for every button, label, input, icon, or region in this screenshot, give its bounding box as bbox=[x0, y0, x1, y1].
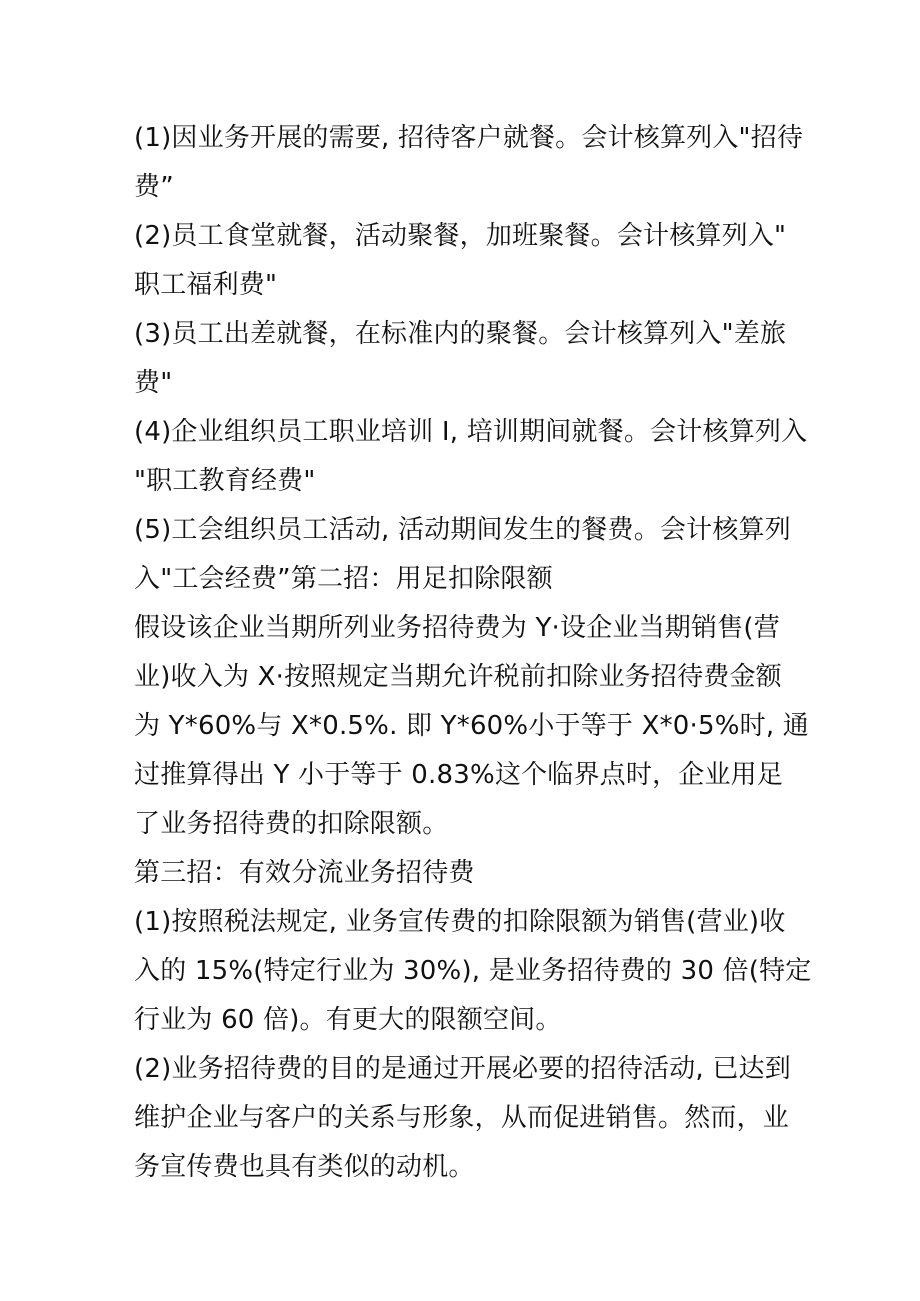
text-line: (4)企业组织员工职业培训 I, 培训期间就餐。会计核算列入 bbox=[134, 417, 808, 447]
text-line: (5)工会组织员工活动, 活动期间发生的餐费。会计核算列 bbox=[134, 515, 791, 545]
text-line: (1)因业务开展的需要, 招待客户就餐。会计核算列入"招待 bbox=[134, 123, 804, 153]
text-line: 假设该企业当期所列业务招待费为 Y·设企业当期销售(营 bbox=[134, 613, 780, 643]
text-line: (2)员工食堂就餐，活动聚餐，加班聚餐。会计核算列入" bbox=[134, 221, 787, 251]
text-line: 业)收入为 X·按照规定当期允许税前扣除业务招待费金额 bbox=[134, 662, 782, 692]
text-line: 第三招：有效分流业务招待费 bbox=[134, 858, 475, 888]
text-line: 过推算得出 Y 小于等于 0.83%这个临界点时，企业用足 bbox=[134, 760, 784, 790]
text-line: 入的 15%(特定行业为 30%), 是业务招待费的 30 倍(特定 bbox=[134, 956, 812, 986]
document-page bbox=[134, 114, 812, 1192]
text-line: (3)员工出差就餐，在标准内的聚餐。会计核算列入"差旅 bbox=[134, 319, 787, 349]
text-line: (2)业务招待费的目的是通过开展必要的招待活动, 已达到 bbox=[134, 1054, 791, 1084]
text-line: 了业务招待费的扣除限额。 bbox=[134, 809, 449, 839]
text-line: 费" bbox=[134, 368, 173, 398]
text-line: 费” bbox=[134, 172, 174, 202]
text-line: 维护企业与客户的关系与形象，从而促进销售。然而，业 bbox=[134, 1103, 790, 1133]
text-line: 职工福利费" bbox=[134, 270, 278, 300]
text-line: (1)按照税法规定, 业务宣传费的扣除限额为销售(营业)收 bbox=[134, 907, 786, 937]
text-line: 为 Y*60%与 X*0.5%. 即 Y*60%小于等于 X*0·5%时, 通 bbox=[134, 711, 809, 741]
text-line: 入"工会经费”第二招：用足扣除限额 bbox=[134, 564, 553, 594]
text-line: 务宣传费也具有类似的动机。 bbox=[134, 1152, 475, 1182]
text-line: "职工教育经费" bbox=[134, 466, 316, 496]
text-line: 行业为 60 倍)。有更大的限额空间。 bbox=[134, 1005, 562, 1035]
